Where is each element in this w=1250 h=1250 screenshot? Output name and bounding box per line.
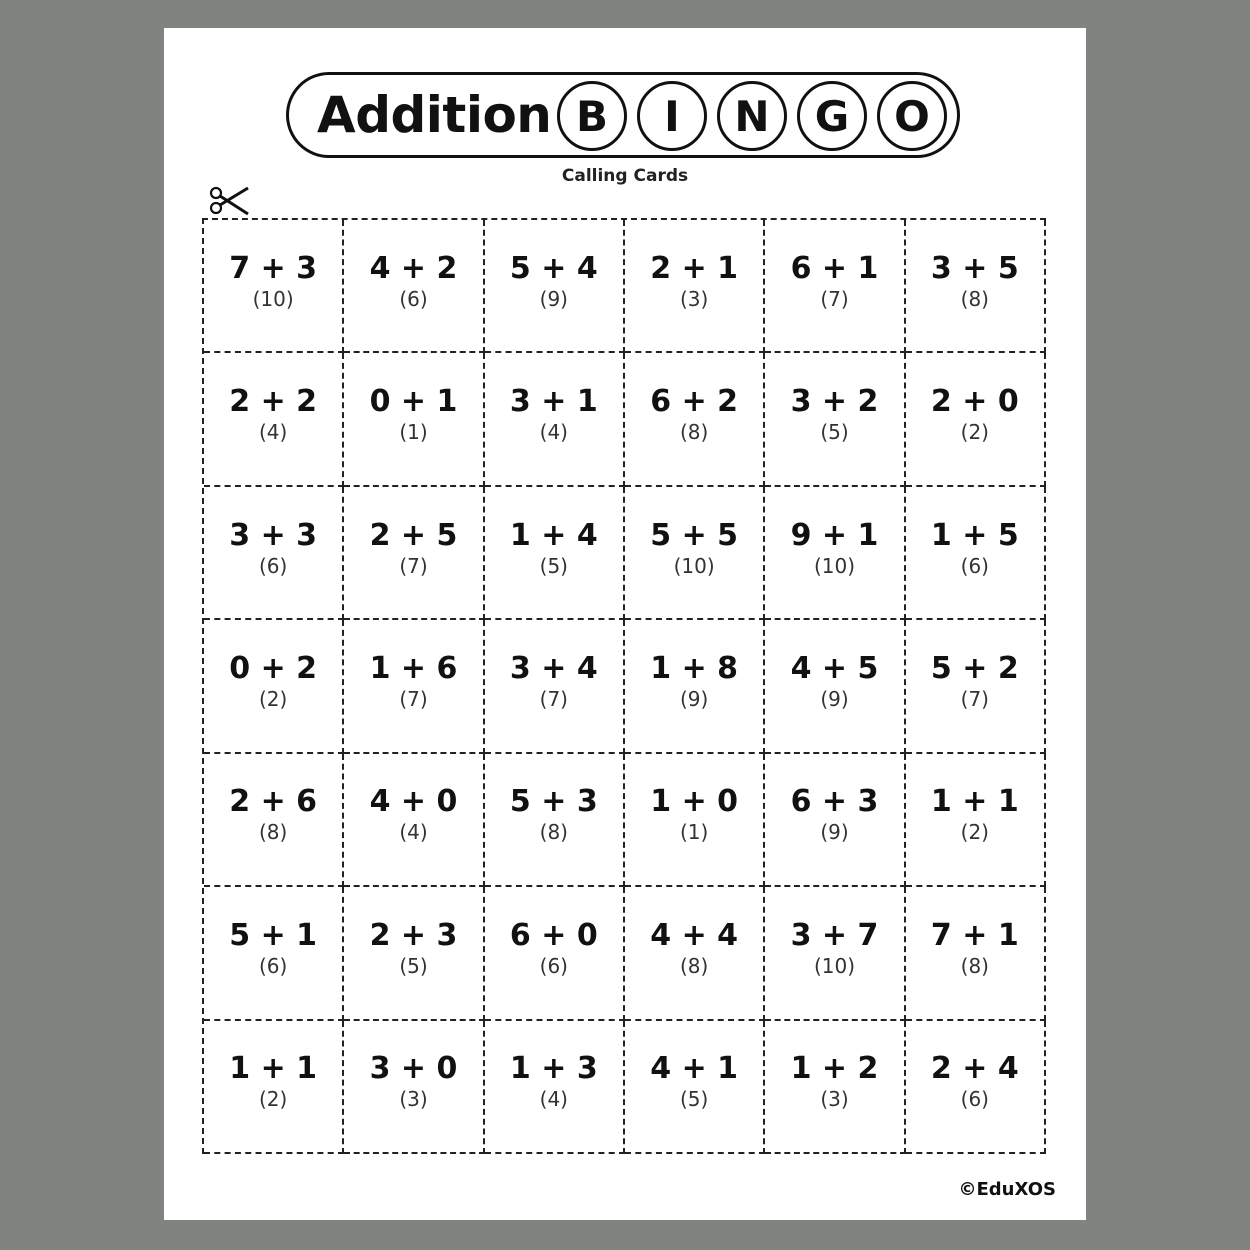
bingo-letters: [557, 81, 957, 151]
card-expression: 3 + 7: [790, 917, 879, 953]
card-answer: (9): [679, 686, 709, 711]
card-expression: 5 + 5: [650, 517, 739, 553]
calling-card: [344, 620, 484, 753]
calling-card: [485, 887, 625, 1020]
card-expression: 4 + 1: [650, 1051, 739, 1087]
calling-card: [485, 487, 625, 620]
card-answer: (5): [820, 420, 849, 445]
calling-card: [204, 220, 344, 353]
card-expression: 3 + 0: [369, 1051, 458, 1087]
card-expression: 6 + 0: [509, 917, 598, 953]
card-answer: (1): [399, 420, 428, 445]
calling-card: [485, 220, 625, 353]
scissors-icon: [208, 184, 252, 218]
card-expression: 2 + 4: [930, 1051, 1019, 1087]
card-answer: (4): [258, 420, 288, 445]
card-expression: 1 + 6: [369, 650, 458, 686]
calling-card: [906, 754, 1046, 887]
card-expression: 2 + 6: [229, 784, 318, 820]
card-answer: (7): [820, 286, 849, 311]
card-expression: 3 + 3: [229, 517, 318, 553]
calling-card: [344, 220, 484, 353]
calling-card: [765, 353, 905, 486]
card-answer: (5): [539, 553, 568, 578]
calling-card: [204, 353, 344, 486]
worksheet-page: [164, 28, 1086, 1220]
card-answer: (8): [258, 820, 288, 845]
calling-card: [344, 1021, 484, 1154]
card-answer: (9): [820, 820, 849, 845]
calling-card: [625, 887, 765, 1020]
calling-card: [625, 754, 765, 887]
card-expression: 4 + 5: [790, 650, 879, 686]
calling-card: [485, 353, 625, 486]
card-answer: (6): [539, 953, 568, 978]
card-expression: 1 + 2: [790, 1051, 879, 1087]
card-answer: (3): [679, 286, 709, 311]
copyright-label: ©EduXOS: [958, 1179, 1056, 1200]
title-banner: [286, 72, 960, 158]
calling-card: [906, 353, 1046, 486]
card-answer: (10): [813, 553, 856, 578]
bingo-letter-i: I: [637, 81, 707, 151]
calling-card: [765, 754, 905, 887]
card-answer: (6): [960, 553, 989, 578]
card-answer: (10): [673, 553, 715, 578]
card-expression: 5 + 2: [930, 650, 1019, 686]
card-answer: (4): [539, 1087, 568, 1112]
calling-card: [906, 220, 1046, 353]
calling-card: [765, 620, 905, 753]
card-expression: 5 + 4: [509, 250, 598, 286]
card-answer: (7): [539, 686, 568, 711]
card-answer: (6): [258, 553, 288, 578]
card-answer: (7): [399, 686, 428, 711]
calling-card: [765, 887, 905, 1020]
calling-card: [344, 353, 484, 486]
calling-cards-grid: [202, 218, 1046, 1154]
card-expression: 2 + 1: [650, 250, 739, 286]
card-expression: 0 + 1: [369, 384, 458, 420]
calling-card: [906, 887, 1046, 1020]
card-answer: (2): [960, 420, 989, 445]
calling-card: [906, 620, 1046, 753]
card-answer: (8): [960, 286, 989, 311]
card-expression: 2 + 0: [930, 384, 1019, 420]
card-answer: (8): [679, 953, 709, 978]
calling-card: [204, 887, 344, 1020]
card-expression: 7 + 1: [930, 917, 1019, 953]
calling-card: [625, 1021, 765, 1154]
calling-card: [204, 754, 344, 887]
card-answer: (8): [679, 420, 709, 445]
card-answer: (7): [960, 686, 989, 711]
card-expression: 1 + 1: [930, 784, 1019, 820]
card-answer: (10): [252, 286, 294, 311]
card-answer: (6): [399, 286, 428, 311]
bingo-letter-n: N: [717, 81, 787, 151]
calling-card: [625, 620, 765, 753]
card-expression: 4 + 2: [369, 250, 458, 286]
card-expression: 3 + 2: [790, 384, 879, 420]
card-expression: 1 + 1: [229, 1051, 318, 1087]
card-expression: 1 + 5: [930, 517, 1019, 553]
calling-card: [765, 487, 905, 620]
card-expression: 1 + 3: [509, 1051, 598, 1087]
calling-card: [485, 620, 625, 753]
calling-card: [204, 1021, 344, 1154]
card-expression: 1 + 0: [650, 784, 739, 820]
card-expression: 2 + 2: [229, 384, 318, 420]
card-answer: (9): [539, 286, 568, 311]
card-answer: (5): [679, 1087, 709, 1112]
card-answer: (7): [399, 553, 428, 578]
card-expression: 4 + 4: [650, 917, 739, 953]
calling-card: [625, 353, 765, 486]
card-answer: (9): [820, 686, 849, 711]
title-word: Addition: [317, 86, 552, 144]
card-expression: 3 + 4: [509, 650, 598, 686]
card-expression: 7 + 3: [229, 250, 318, 286]
card-expression: 6 + 2: [650, 384, 739, 420]
card-answer: (5): [399, 953, 428, 978]
calling-card: [765, 1021, 905, 1154]
card-expression: 5 + 1: [229, 917, 318, 953]
subtitle: Calling Cards: [561, 166, 689, 186]
calling-card: [344, 754, 484, 887]
card-answer: (4): [399, 820, 428, 845]
card-answer: (2): [258, 1087, 288, 1112]
calling-card: [204, 620, 344, 753]
calling-card: [906, 1021, 1046, 1154]
card-expression: 6 + 3: [790, 784, 879, 820]
calling-card: [204, 487, 344, 620]
card-answer: (6): [258, 953, 288, 978]
card-answer: (3): [399, 1087, 428, 1112]
card-answer: (6): [960, 1087, 989, 1112]
calling-card: [344, 887, 484, 1020]
calling-card: [625, 487, 765, 620]
card-answer: (3): [820, 1087, 849, 1112]
card-expression: 3 + 5: [930, 250, 1019, 286]
card-answer: (4): [539, 420, 568, 445]
calling-card: [906, 487, 1046, 620]
calling-card: [485, 1021, 625, 1154]
bingo-letter-b: B: [557, 81, 627, 151]
bingo-letter-o: O: [877, 81, 947, 151]
card-expression: 5 + 3: [509, 784, 598, 820]
card-answer: (8): [539, 820, 568, 845]
card-expression: 2 + 5: [369, 517, 458, 553]
card-expression: 4 + 0: [369, 784, 458, 820]
card-expression: 0 + 2: [229, 650, 318, 686]
card-answer: (10): [813, 953, 856, 978]
card-expression: 1 + 8: [650, 650, 739, 686]
calling-card: [485, 754, 625, 887]
card-expression: 1 + 4: [509, 517, 598, 553]
calling-card: [344, 487, 484, 620]
card-expression: 2 + 3: [369, 917, 458, 953]
card-expression: 6 + 1: [790, 250, 879, 286]
calling-card: [625, 220, 765, 353]
card-expression: 3 + 1: [509, 384, 598, 420]
calling-card: [765, 220, 905, 353]
card-answer: (2): [258, 686, 288, 711]
card-answer: (8): [960, 953, 989, 978]
card-answer: (1): [679, 820, 709, 845]
card-expression: 9 + 1: [790, 517, 879, 553]
bingo-letter-g: G: [797, 81, 867, 151]
card-answer: (2): [960, 820, 989, 845]
